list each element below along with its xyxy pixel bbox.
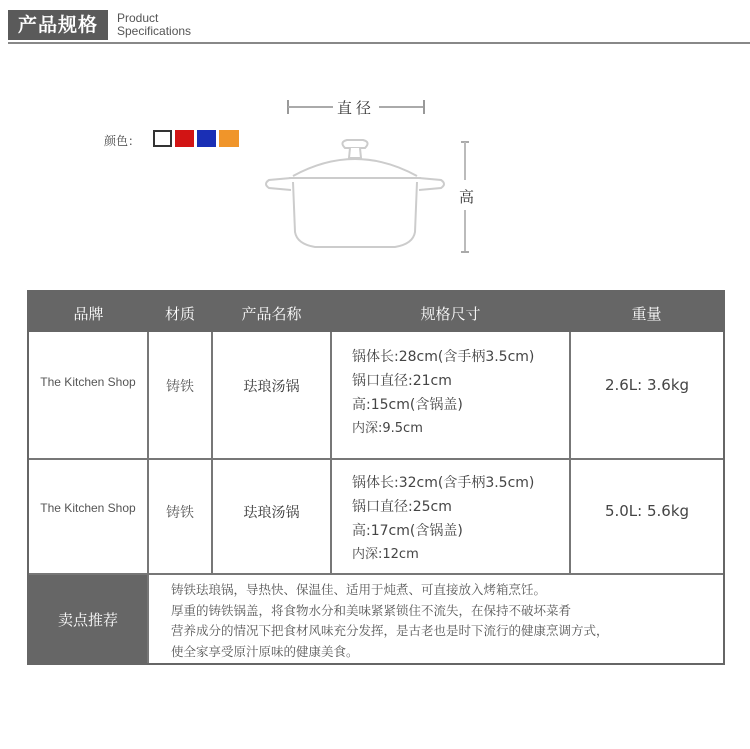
color-swatch-blue[interactable] bbox=[197, 130, 216, 147]
selling-point-line: 使全家享受原汁原味的健康美食。 bbox=[171, 643, 359, 659]
row1-product-name: 珐琅汤锅 bbox=[243, 379, 300, 395]
col-divider bbox=[147, 332, 149, 575]
row-divider bbox=[29, 458, 723, 460]
section-subtitle bbox=[117, 12, 191, 38]
row1-weight: 2.6L: 3.6kg bbox=[604, 376, 690, 394]
header-spec: 规格尺寸 bbox=[331, 292, 570, 332]
spec-line: 内深:9.5cm bbox=[352, 421, 423, 436]
selling-point-line: 营养成分的情况下把食材风味充分发挥，是古老也是时下流行的健康烹调方式， bbox=[171, 623, 609, 638]
section-title: 产品规格 bbox=[8, 10, 108, 40]
subtitle-line-2: Specifications bbox=[117, 24, 192, 38]
subtitle-line-1: Product bbox=[117, 11, 159, 25]
col-divider bbox=[211, 332, 213, 575]
header-material: 材质 bbox=[148, 292, 212, 332]
selling-point-line: 铸铁珐琅锅，导热快、保温佳、适用于炖煮、可直接放入烤箱烹饪。 bbox=[171, 582, 547, 597]
row2-product-name: 珐琅汤锅 bbox=[243, 505, 300, 521]
spec-line: 高:17cm(含锅盖) bbox=[352, 523, 463, 539]
header-divider bbox=[8, 42, 750, 44]
color-swatch-white[interactable] bbox=[153, 130, 172, 147]
height-label: 高 bbox=[459, 188, 475, 206]
colors-label: 颜色： bbox=[104, 134, 141, 148]
header-product-name: 产品名称 bbox=[212, 292, 331, 332]
selling-point-line: 厚重的铸铁锅盖，将食物水分和美味紧紧锁住不流失，在保持不破坏菜肴 bbox=[171, 602, 572, 618]
diameter-label: 直径 bbox=[337, 99, 376, 117]
row2-material: 铸铁 bbox=[166, 505, 194, 521]
row2-brand: The Kitchen Shop bbox=[40, 501, 136, 515]
spec-line: 锅口直径:21cm bbox=[352, 373, 452, 389]
col-divider bbox=[147, 573, 149, 663]
section-header bbox=[8, 8, 750, 44]
row2-weight: 5.0L: 5.6kg bbox=[604, 502, 690, 520]
spec-line: 内深:12cm bbox=[352, 547, 419, 562]
spec-line: 锅体长:32cm(含手柄3.5cm) bbox=[352, 475, 535, 491]
selling-points-text bbox=[171, 580, 711, 662]
color-swatch-orange[interactable] bbox=[219, 130, 239, 147]
color-swatch-red[interactable] bbox=[175, 130, 194, 147]
col-divider bbox=[330, 332, 332, 575]
header-weight: 重量 bbox=[570, 292, 723, 332]
row1-material: 铸铁 bbox=[166, 379, 194, 395]
header-brand: 品牌 bbox=[29, 292, 148, 332]
spec-line: 锅口直径:25cm bbox=[352, 499, 452, 515]
selling-points-label: 卖点推荐 bbox=[29, 575, 147, 665]
row1-spec bbox=[352, 345, 567, 441]
row2-spec bbox=[352, 471, 567, 567]
spec-table bbox=[27, 290, 725, 665]
spec-line: 锅体长:28cm(含手柄3.5cm) bbox=[352, 349, 535, 365]
col-divider bbox=[569, 332, 571, 575]
row1-brand: The Kitchen Shop bbox=[40, 375, 136, 389]
spec-line: 高:15cm(含锅盖) bbox=[352, 397, 463, 413]
